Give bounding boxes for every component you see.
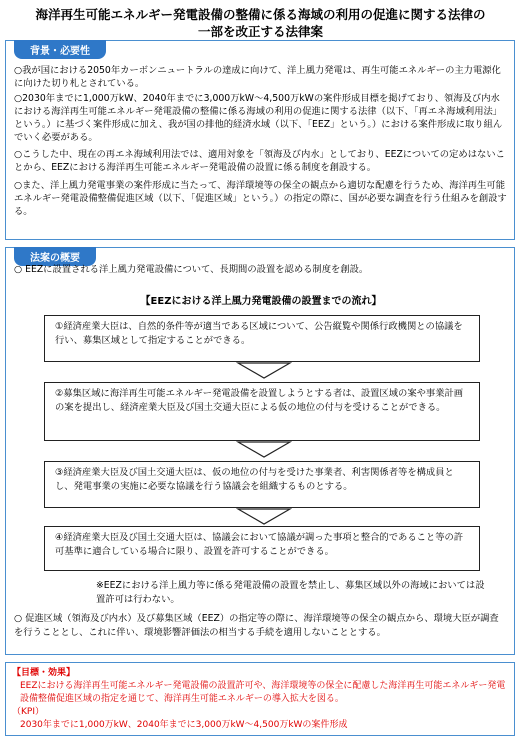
background-section: [5, 40, 515, 240]
outline-intro: ○ EEZに設置される洋上風力発電設備について、長期間の設置を認める制度を創設。: [14, 264, 369, 275]
flow-arrow-3: [236, 508, 292, 525]
title-line-2: 一部を改正する法律案: [197, 24, 323, 39]
flow-step-4: ④経済産業大臣及び国土交通大臣は、協議会において協議が調った事項と整合的であること等の許可基準に適合している場合に限り、設置を許可することができる。: [44, 526, 480, 571]
outline-tag: 法案の概要: [14, 247, 96, 266]
flow-step-3: ③経済産業大臣及び国土交通大臣は、仮の地位の付与を受けた事業者、利害関係者等を構成員とし、発電事業の実施に必要な協議を行う協議会を組織するものとする。: [44, 461, 480, 508]
kpi-text: 2030年までに1,000万kW、2040年までに3,000万kW～4,500万kWの案件形成: [20, 720, 348, 730]
background-item-4: ○また、洋上風力発電事業の案件形成に当たって、海洋環境等の保全の観点から適切な配慮を行うため、海洋再生可能エネルギー発電設備整備促進区域（以下、「促進区域」という。）の指定の際に、国が必要な調査を行う仕組みを創設する。: [14, 180, 507, 217]
flow-note: ※EEZにおける洋上風力等に係る発電設備の設置を禁止し、募集区域以外の海域においては設置許可は行わない。: [96, 580, 485, 605]
flow-arrow-1: [236, 362, 292, 379]
flow-arrow-2: [236, 441, 292, 458]
environment-item: ○ 促進区域（領海及び内水）及び募集区域（EEZ）の指定等の際に、海洋環境等の保全の観点から、環境大臣が調査を行うこととし、これに伴い、環境影響評価法の相当する手続を適用しないこととする。: [14, 613, 499, 638]
flow-title: 【EEZにおける洋上風力発電設備の設置までの流れ】: [140, 296, 382, 307]
background-item-1: ○我が国における2050年カーボンニュートラルの達成に向けて、洋上風力発電は、再生可能エネルギーの主力電源化に向けた切り札とされている。: [14, 65, 501, 89]
outline-section: [5, 247, 515, 655]
flow-step-1: ①経済産業大臣は、自然的条件等が適当である区域について、公告縦覧や関係行政機関との協議を行い、募集区域として指定することができる。: [44, 315, 480, 362]
title-line-1: 海洋再生可能エネルギー発電設備の整備に係る海域の利用の促進に関する法律の: [35, 7, 486, 22]
goals-heading: 【目標・効果】: [12, 668, 76, 678]
document-title: [0, 6, 521, 40]
background-item-3: ○こうした中、現在の再エネ海域利用法では、適用対象を「領海及び内水」としており、EEZについての定めはないことから、EEZにおける海洋再生可能エネルギー発電設備の設置に係る制度を創設する。: [14, 149, 505, 173]
goals-box: [5, 662, 515, 736]
kpi-label: （KPI）: [12, 707, 44, 717]
flow-step-2: ②募集区域に海洋再生可能エネルギー発電設備を設置しようとする者は、設置区域の案や事業計画の案を提出し、経済産業大臣及び国土交通大臣による仮の地位の付与を受けることができる。: [44, 382, 480, 441]
background-tag: 背景・必要性: [14, 40, 106, 59]
background-item-2: ○2030年までに1,000万kW、2040年までに3,000万kW～4,500万kWの案件形成目標を掲げており、領海及び内水における海洋再生可能エネルギー発電設備の整備に係る海域の利用の促進に関する法律（以下、「再エネ海域利用法」という。）に基づく案件形成に加え、我が国の排他的経済水域（以下、「EEZ」という。）における案件形成に取り組んでいく必要がある。: [14, 93, 503, 143]
goals-text: EEZにおける海洋再生可能エネルギー発電設備の設置許可や、海洋環境等の保全に配慮した海洋再生可能エネルギー発電設備整備促進区域の指定を通じて、海洋再生可能エネルギーの導入拡大を図る。: [20, 681, 506, 704]
